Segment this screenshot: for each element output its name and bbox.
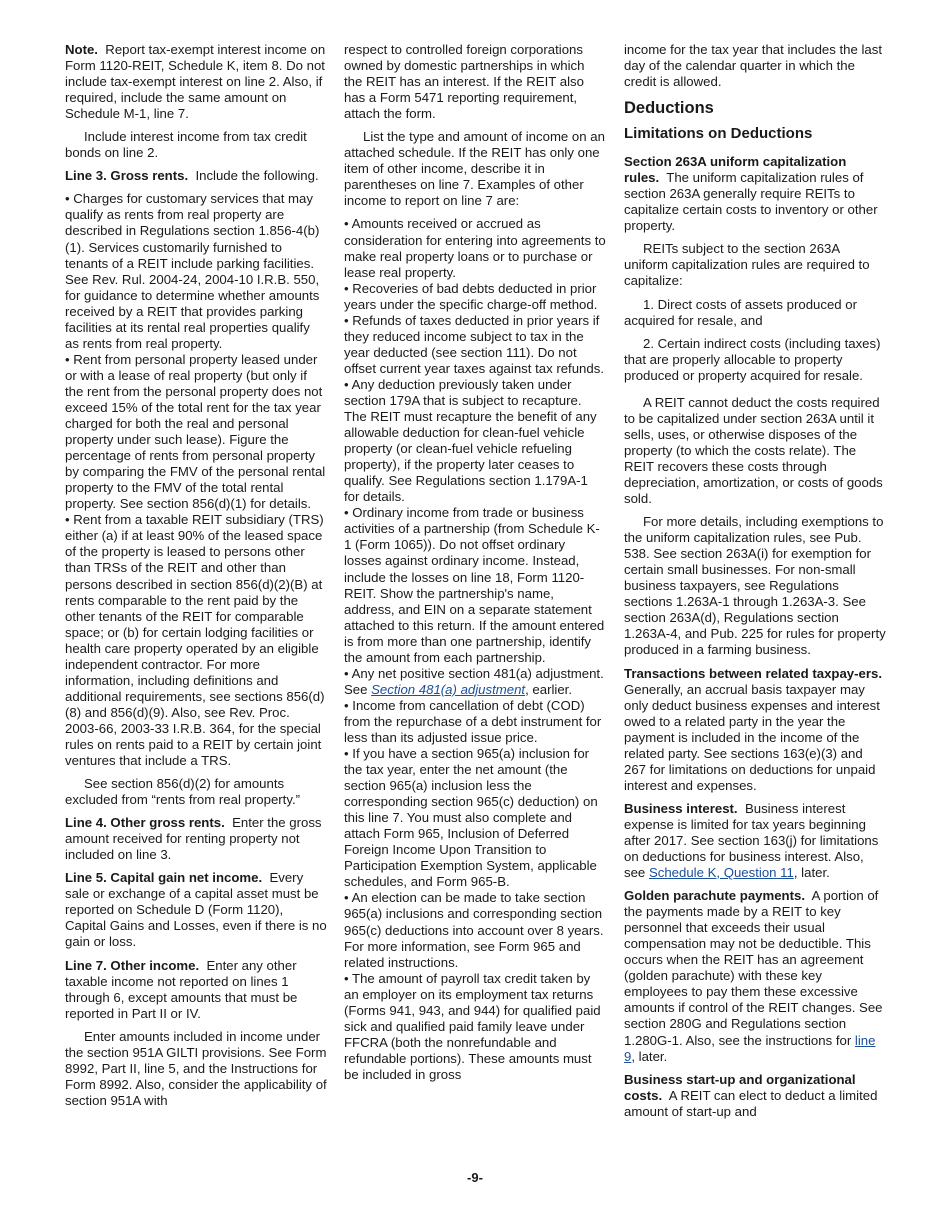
golden-parachute-paragraph — [624, 888, 886, 1065]
interest-paragraph: Include interest income from tax credit bonds on line 2. — [65, 129, 307, 161]
list-item-text: The amount of payroll tax credit taken by an employer on its employment tax returns (Forms 941, 943, and 944) for qualified paid sick and qualified paid family leave under FFCRA (both the nonrefundable and refundable portions). These amounts must be included in gross — [344, 970, 601, 1082]
list-item-text: Charges for customary services that may qualify as rents from real property are described in Regulations section 1.856-4(b)(1). Services customarily furnished to tenants of a REIT include parking facilities. See Rev. Rul. 2004-24, 2004-10 I.R.B. 550, for guidance to determine whether amounts received by a REIT that provides parking facilities at its rental real properties qualify as rents from real property. — [65, 191, 320, 351]
column-middle — [344, 42, 606, 1083]
related-taxpayers-text: Generally, an accrual basis taxpayer may only deduct business expenses and interest owed to a related party in the year the payment is included in the income of the related party. See sections 163(e)(3) and 267 for limitations on deductions for unpaid interest and expenses. — [624, 681, 880, 793]
list-item-text: An election can be made to take section 965(a) inclusions and corresponding section 965(c) deductions into account over 8 years. For more information, see Form 965 and related instructions. — [344, 890, 604, 970]
list-type-paragraph: List the type and amount of income on an attached schedule. If the REIT has only one item of other income, describe it in parentheses on line 7. Examples of other income to report on line 7 are: — [344, 129, 605, 209]
list-item: • Ordinary income from trade or business activities of a partnership (from Schedule K-1 (Form 1065)). Do not offset ordinary losses against ordinary income. Instead, include the losses on line 18, Form 1120-REIT. Show the partnership's name, address, and EIN on a separate statement attached to this return. If the amount entered is from more than one partnership, identify the amount from each partnership. — [344, 505, 605, 665]
page-number: -9- — [467, 1170, 483, 1185]
list-item-text: Refunds of taxes deducted in prior years if they reduced income subject to tax in the year deducted (see section 111). Do not offset current year taxes against tax refunds. — [344, 312, 604, 376]
section-263a-text: The uniform capitalization rules of section 263A generally require REITs to capitalize certain costs to inventory or other property. — [624, 170, 878, 234]
list-item-text: Recoveries of bad debts deducted in prior years under the specific charge-off method. — [344, 280, 598, 312]
list-item: • The amount of payroll tax credit taken by an employer on its employment tax returns (Forms 941, 943, and 944) for qualified paid sick and qualified paid family leave under FFCRA (both the nonrefundable and refundable portions). These amounts must be included in gross — [344, 970, 601, 1082]
list-item: • An election can be made to take section 965(a) inclusions and corresponding section 965(c) deductions into account over 8 years. For more information, see Form 965 and related instructions. — [344, 890, 604, 970]
start-up-costs-label: Business start-up and organizational costs. — [624, 1071, 856, 1103]
golden-parachute-post: , later. — [631, 1048, 668, 1064]
business-interest-label: Business interest. — [624, 800, 738, 816]
list-item: • Charges for customary services that may qualify as rents from real property are described in Regulations section 1.856-4(b)(1). Services customarily furnished to tenants of a REIT include parking facilities. See Rev. Rul. 2004-24, 2004-10 I.R.B. 550, for guidance to determine whether amounts received by a REIT that provides parking facilities at its rental real properties qualify as rents from real property. — [65, 191, 320, 351]
line4-paragraph — [65, 815, 327, 863]
line4-text: Enter the gross amount received for renting property not included on line 3. — [65, 815, 322, 863]
section-263a-label: Section 263A uniform capitalization rules. — [624, 154, 847, 186]
numbered-item-1: 1. Direct costs of assets produced or acquired for resale, and — [624, 296, 858, 328]
list-item-text: Rent from a taxable REIT subsidiary (TRS) either (a) if at least 90% of the leased space of the property is leased to persons other than TRSs of the REIT and other than persons described in section 856(d)(2)(B) at rents comparable to the rent paid by the other tenants of the REIT for comparable space; or (b) for certain lodging facilities or health care property operated by an eligible independent contractor. For more information, including definitions and additional requirements, see sections 856(d)(8) and 856(d)(9). Also, see Rev. Proc. 2003-66, 2003-33 I.R.B. 364, for the special rules on rents paid to a REIT by certain joint ventures that include a TRS. — [65, 512, 325, 769]
line4-label: Line 4. Other gross rents. — [65, 815, 225, 831]
column-left — [65, 42, 327, 1116]
related-taxpayers-label: Transactions between related taxpay-ers. — [624, 665, 882, 681]
business-interest-post: , later. — [793, 865, 830, 881]
line-9-link[interactable]: line 9 — [624, 1032, 876, 1064]
list-item-text: Rent from personal property leased under or with a lease of real property (but only if the rent from the personal property does not exceed 15% of the total rent for the tax year charged for both the real and personal property under such lease). Figure the percentage of rents from personal property by comparing the FMV of the personal rental property to the FMV of the total rental property. See section 856(d)(1) for details. — [65, 351, 326, 512]
limitations-heading: Limitations on Deductions — [624, 125, 813, 143]
golden-parachute-text: A portion of the payments made by a REIT to key personnel that exceeds their usual compensation may not be deductible. This occurs when the REIT has an agreement (golden parachute) with these key employees to pay them these excessive amounts if control of the REIT changes. See section 280G and Regulations section 1.280G-1. Also, see the instructions for — [624, 888, 883, 1048]
other-income-bullet-list — [344, 216, 606, 1083]
list-item: • Rent from personal property leased under or with a lease of real property (but only if the rent from the personal property does not exceed 15% of the total rent for the tax year charged for both the real and personal property under such lease). Figure the percentage of rents from personal property by comparing the FMV of the personal rental property to the FMV of the total rental property. See section 856(d)(1) for details. — [65, 351, 326, 512]
list-item: • Any deduction previously taken under section 179A that is subject to recapture. The REIT must recapture the benefit of any allowable deduction for clean-fuel vehicle property (or clean-fuel vehicle refueling property), if the property later ceases to qualify. See Regulations section 1.179A-1 for details. — [344, 376, 597, 505]
schedule-k-question-11-link[interactable]: Schedule K, Question 11 — [648, 865, 794, 881]
list-item-text: Any deduction previously taken under section 179A that is subject to recapture. The REIT must recapture the benefit of any allowable deduction for clean-fuel vehicle property (or clean-fuel vehicle refueling property), if the property later ceases to qualify. See Regulations section 1.179A-1 for details. — [344, 376, 597, 505]
golden-parachute-label: Golden parachute payments. — [624, 888, 806, 904]
note-paragraph — [65, 42, 327, 122]
start-up-costs-paragraph — [624, 1072, 886, 1120]
line5-paragraph — [65, 870, 327, 950]
business-interest-text: Business interest expense is limited for tax years beginning after 2017. See section 163(j) for limitations on deductions for business interest. Also, see — [624, 800, 879, 881]
see-section-paragraph: See section 856(d)(2) for amounts excluded from “rents from real property.” — [65, 776, 301, 808]
line7-label: Line 7. Other income. — [65, 957, 200, 973]
column-right — [624, 42, 886, 1127]
list-item-481a: • Any net positive section 481(a) adjustment. See Section 481(a) adjustment, earlier. — [344, 665, 604, 697]
related-taxpayers-paragraph — [624, 666, 886, 794]
list-item: • Income from cancellation of debt (COD) from the repurchase of a debt instrument for less than its adjusted issue price. — [344, 697, 602, 745]
line3-bullet-list — [65, 191, 327, 769]
gilti-paragraph: Enter amounts included in income under the section 951A GILTI provisions. See Form 8992, Part II, line 5, and the Instructions for Form 8992. Also, consider the applicability of section 951A with — [65, 1028, 327, 1108]
continued-paragraph: respect to controlled foreign corporations owned by domestic partnerships in which the REIT has an interest. If the REIT also has a Form 5471 reporting requirement, attach the form. — [344, 42, 585, 122]
section-481a-link[interactable]: Section 481(a) adjustment — [371, 681, 526, 697]
list-item: • Recoveries of bad debts deducted in prior years under the specific charge-off method. — [344, 280, 598, 312]
list-item-text: Amounts received or accrued as consideration for entering into agreements to make real property loans or to purchase or lease real property. — [344, 216, 606, 280]
list-item-text: Income from cancellation of debt (COD) from the repurchase of a debt instrument for less than its adjusted issue price. — [344, 697, 602, 745]
deductions-heading: Deductions — [624, 99, 714, 118]
note-label: Note. — [65, 42, 98, 57]
line3-label: Line 3. Gross rents. — [65, 168, 189, 184]
list-item-text: Any net positive section 481(a) adjustment. See — [344, 665, 604, 697]
list-item-text: If you have a section 965(a) inclusion for the tax year, enter the net amount (the section 965(a) inclusion less the corresponding section 965(c) deduction) on this line 7. You must also complete and attach Form 965, Inclusion of Deferred Foreign Income Upon Transition to Participation Exemption System, applicable schedules, and Form 965-B. — [344, 746, 598, 890]
list-item-text: Ordinary income from trade or business activities of a partnership (from Schedule K-1 (Form 1065)). Do not offset ordinary losses against ordinary income. Instead, include the losses on line 18, Form 1120-REIT. Show the partnership's name, address, and EIN on a separate statement attached to this return. If the amount entered is from more than one partnership, identify the amount from each partnership. — [344, 505, 605, 665]
list-item: • Rent from a taxable REIT subsidiary (TRS) either (a) if at least 90% of the leased space of the property is leased to persons other than TRSs of the REIT and other than persons described in section 856(d)(2)(B) at rents comparable to the rent paid by the other tenants of the REIT for comparable space; or (b) for certain lodging facilities or health care property operated by an eligible independent contractor. For more information, including definitions and additional requirements, see sections 856(d)(8) and 856(d)(9). Also, see Rev. Proc. 2003-66, 2003-33 I.R.B. 364, for the special rules on rents paid to a REIT by certain joint ventures that include a TRS. — [65, 512, 325, 769]
line7-paragraph — [65, 958, 327, 1022]
line5-label: Line 5. Capital gain net income. — [65, 870, 263, 886]
line3-paragraph — [65, 168, 327, 184]
numbered-item-2: 2. Certain indirect costs (including taxes) that are properly allocable to property produced or property acquired for resale. — [624, 335, 881, 383]
section-263a-paragraph — [624, 154, 886, 234]
business-interest-paragraph — [624, 801, 886, 881]
cannot-deduct-paragraph: A REIT cannot deduct the costs required to be capitalized under section 263A until it sells, uses, or otherwise disposes of the property (to which the costs relate). The REIT recovers these costs through depreciation, amortization, or costs of goods sold. — [624, 394, 883, 507]
continued-paragraph: income for the tax year that includes the last day of the calendar quarter in which the credit is allowed. — [624, 42, 883, 90]
list-item: • Amounts received or accrued as consideration for entering into agreements to make real property loans or to purchase or lease real property. — [344, 216, 606, 280]
line5-text: Every sale or exchange of a capital asset must be reported on Schedule D (Form 1120), Capital Gains and Losses, even if there is no gain or loss. — [65, 870, 327, 950]
more-details-paragraph: For more details, including exemptions to the uniform capitalization rules, see Pub. 538. See section 263A(i) for exemption for certain small businesses. For non-small business taxpayers, see Regulations sections 1.263A-1 through 1.263A-3. See section 263A(d), Regulations section 1.263A-4, and Pub. 225 for rules for property produced in a farming business. — [624, 514, 886, 658]
line3-text: Include the following. — [195, 168, 319, 184]
subject-paragraph: REITs subject to the section 263A uniform capitalization rules are required to capitalize: — [624, 241, 870, 289]
line7-text: Enter any other taxable income not reported on lines 1 through 6, except amounts that must be reported in Part II or IV. — [65, 957, 298, 1021]
list-item: • Refunds of taxes deducted in prior years if they reduced income subject to tax in the year deducted (see section 111). Do not offset current year taxes against tax refunds. — [344, 312, 604, 376]
start-up-costs-text: A REIT can elect to deduct a limited amount of start-up and — [624, 1087, 878, 1119]
list-item: • If you have a section 965(a) inclusion for the tax year, enter the net amount (the section 965(a) inclusion less the corresponding section 965(c) deduction) on this line 7. You must also complete and attach Form 965, Inclusion of Deferred Foreign Income Upon Transition to Participation Exemption System, applicable schedules, and Form 965-B. — [344, 746, 598, 890]
note-text: Report tax-exempt interest income on Form 1120-REIT, Schedule K, item 8. Do not include tax-exempt interest on line 2. Also, if required, include the same amount on Schedule M-1, line 7. — [65, 42, 326, 122]
list-item-text: , earlier. — [525, 681, 573, 697]
